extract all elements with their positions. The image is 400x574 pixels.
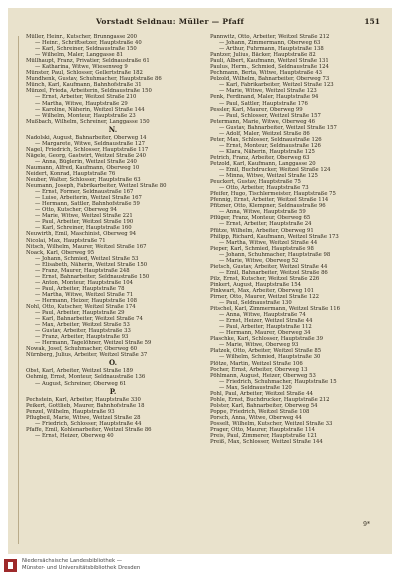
directory-entry: Nägele, Georg, Gastwirt, Weitzel Straße 240 (26, 152, 147, 159)
directory-entry: — Emil, Bahnarbeiter, Weitzel Straße 86 (219, 269, 328, 276)
directory-entry: — Klara, Näherin, Hauptstraße 125 (219, 148, 315, 155)
left-column (26, 34, 200, 539)
directory-entry: Mundhenk, Gustav, Schuhmacher, Hauptstraße 86 (26, 76, 162, 83)
directory-entry: — Ernst, Arbeiter, Weitzel Straße 210 (35, 94, 137, 101)
directory-entry: Pfitzner, Otto, Klempner, Seldnaustraße 96 (210, 203, 326, 210)
library-footer (0, 556, 400, 574)
directory-entry: — Ernst, Bahnarbeiter, Seldnaustraße 150 (35, 273, 150, 280)
directory-entry: — Karoline, Näherin, Weitzel Straße 144 (35, 106, 145, 113)
directory-entry: Petzold, Karl, Kaufmann, Langgasse 20 (210, 160, 316, 167)
directory-entry: — August, Schreiner, Oberweg 61 (35, 380, 127, 387)
directory-entry: Pauli, Albert, Kaufmann, Weitzel Straße 131 (210, 58, 329, 65)
directory-entry: Plaschke, Karl, Schlosser, Hauptstraße 39 (210, 336, 324, 343)
running-head: Vorstadt Seldnau: Müller — Pfaff (96, 17, 245, 26)
directory-entry: — Franz, Maurer, Hauptstraße 248 (35, 267, 130, 274)
directory-entry: — Paul, Arbeiter, Hauptstraße 78 (35, 285, 125, 292)
directory-entry: Penzel, Wilhelm, Hauptstraße 93 (26, 408, 115, 415)
directory-entry: Pfaffe, Emil, Kohlenarbeiter, Weitzel Straße 86 (26, 426, 152, 433)
directory-entry: Pflüger, Franz, Monteur, Oberweg 65 (210, 215, 311, 222)
directory-entry: Philipp, Richard, Kaufmann, Weitzel Straße 173 (210, 233, 339, 240)
directory-entry: Peter, Max, Schlosser, Seldnaustraße 126 (210, 136, 322, 143)
directory-entry: Müllhaupt, Franz, Privatier, Seldnaustraße 61 (26, 58, 150, 65)
directory-entry: Neidert, Konrad, Hauptstraße 76 (26, 170, 116, 177)
directory-entry: — Anna, Witwe, Hauptstraße 59 (219, 209, 306, 216)
directory-entry: Pessler, Karl, Maurer, Oberweg 99 (210, 106, 303, 113)
directory-entry: Pöhlmann, August, Heizer, Oberweg 53 (210, 372, 316, 379)
directory-entry: — Johann, Zimmermann, Oberweg 63 (219, 40, 321, 47)
directory-entry: Neumann, Joseph, Fabrikarbeiter, Weitzel Straße 80 (26, 183, 167, 190)
directory-entry: Poppe, Friedrich, Weitzel Straße 108 (210, 408, 310, 415)
directory-entry: Pohle, Ernst, Buchdrucker, Hauptstraße 212 (210, 396, 330, 403)
directory-entry: — Paul, Arbeiter, Hauptstraße 29 (35, 310, 125, 317)
directory-entry: — Franz, Arbeiter, Hauptstraße 93 (35, 334, 129, 341)
directory-entry: Peikert, Gottlieb, Maurer, Bahnhofstraße 18 (26, 402, 145, 409)
section-letter: P. (109, 386, 117, 396)
directory-entry: Pieper, Karl, Schmied, Hauptstraße 98 (210, 245, 314, 252)
directory-entry: — Otto, Kutscher, Oberweg 94 (35, 207, 117, 214)
directory-entry: Petrich, Franz, Arbeiter, Oberweg 63 (210, 154, 310, 161)
footer-line-2: Münster- und Universitätsbibliothek Dresden (22, 565, 141, 571)
directory-entry: — Marie, Witwe, Oberweg 52 (219, 257, 299, 264)
directory-entry: — Hermann, Tagelöhner, Weitzel Straße 59 (35, 340, 152, 347)
directory-entry: Pinkwart, Max, Arbeiter, Oberweg 101 (210, 287, 314, 294)
directory-entry: — Paul, Schlosser, Weitzel Straße 157 (219, 112, 321, 119)
directory-entry: — Johann, Schuhmacher, Hauptstraße 98 (219, 251, 331, 258)
directory-entry: Pechstein, Karl, Arbeiter, Hauptstraße 330 (26, 396, 141, 403)
directory-entry: Nadolski, August, Bahnarbeiter, Oberweg 14 (26, 134, 147, 141)
directory-entry: — Martha, Witwe, Weitzel Straße 71 (35, 291, 134, 298)
directory-columns (26, 34, 388, 539)
directory-entry: — Hermann, Heizer, Hauptstraße 108 (35, 297, 138, 304)
directory-entry: — Karl, Schreiner, Seldnaustraße 150 (35, 46, 137, 53)
directory-entry: — Paul, Arbeiter, Weitzel Straße 190 (35, 219, 134, 226)
directory-entry: Müller, Heinr., Kutscher, Brunngasse 200 (26, 34, 138, 40)
directory-entry: Pocher, Ernst, Arbeiter, Oberweg 13 (210, 366, 308, 373)
directory-entry: Pietsch, Gustav, Arbeiter, Weitzel Straße 44 (210, 263, 328, 270)
directory-entry: Pohl, Paul, Arbeiter, Weitzel Straße 44 (210, 390, 313, 397)
directory-entry: Münzel, Frieda, Arbeiterin, Seldnaustraße 150 (26, 88, 152, 95)
library-logo-icon (4, 559, 17, 572)
directory-entry: — Hermann, Maurer, Oberweg 34 (219, 330, 311, 337)
directory-entry: Platzek, Otto, Arbeiter, Weitzel Straße 85 (210, 348, 322, 355)
directory-entry: — Marie, Witwe, Oberweg 93 (219, 342, 299, 349)
directory-entry: — Max, Arbeiter, Weitzel Straße 53 (35, 322, 130, 329)
directory-entry: Peuckert, Gustav, Hauptstraße 75 (210, 179, 301, 186)
directory-entry: Pitschel, Karl, Zimmermann, Weitzel Straße 116 (210, 306, 341, 313)
footer-text (22, 558, 140, 572)
directory-entry: Pfeifer, Hugo, Tischlermeister, Hauptstraße 75 (210, 191, 336, 198)
directory-entry: Oehmig, Ernst, Monteur, Seldnaustraße 136 (26, 374, 146, 381)
directory-entry: — Ernst, Arbeiter, Hauptstraße 24 (219, 221, 312, 228)
directory-entry: — Gustav, Bahnarbeiter, Weitzel Straße 157 (219, 124, 337, 131)
directory-entry: Petermann, Marie, Witwe, Oberweg 46 (210, 118, 316, 125)
directory-entry: Pfütze, Wilhelm, Arbeiter, Oberweg 91 (210, 227, 314, 234)
signature-mark: 9* (363, 521, 370, 528)
directory-entry: Pfennig, Ernst, Arbeiter, Weitzel Straße 114 (210, 197, 329, 204)
directory-entry: Pilz, Ernst, Kutscher, Weitzel Straße 226 (210, 275, 320, 282)
directory-entry: — Martha, Witwe, Hauptstraße 29 (35, 100, 128, 107)
directory-entry: — Wilhelm, Schmied, Hauptstraße 30 (219, 354, 321, 361)
directory-entry: Nitsch, Wilhelm, Maurer, Weitzel Straße 167 (26, 243, 147, 250)
directory-entry: — Ernst, Monteur, Seldnaustraße 126 (219, 142, 321, 149)
directory-entry: Penk, Ferdinand, Maler, Hauptstraße 94 (210, 94, 319, 101)
directory-entry: Pechmann, Berta, Witwe, Hauptstraße 43 (210, 70, 322, 77)
directory-entry: — Otto, Arbeiter, Hauptstraße 73 (219, 185, 309, 192)
directory-entry: Nicolai, Max, Hauptstraße 71 (26, 237, 106, 244)
directory-entry: — Karl, Fabrikarbeiter, Weitzel Straße 123 (219, 82, 334, 89)
directory-entry: Preis, Paul, Zimmerer, Hauptstraße 121 (210, 433, 318, 440)
directory-entry: Prager, Otto, Maurer, Hauptstraße 114 (210, 427, 315, 434)
margin-rule (18, 36, 19, 544)
section-letter: O. (108, 358, 118, 368)
directory-entry: — Karl, Bahnarbeiter, Weitzel Straße 74 (35, 316, 143, 323)
directory-entry: — Gustav, Arbeiter, Hauptstraße 33 (35, 328, 131, 335)
directory-entry: — Emil, Buchdrucker, Weitzel Straße 124 (219, 167, 331, 174)
directory-entry: Posselt, Wilhelm, Kutscher, Weitzel Straße 33 (210, 421, 333, 427)
directory-entry: Nagel, Friedrich, Schlosser, Hauptstraße 117 (26, 146, 149, 153)
directory-entry: Neuwirth, Emil, Maschinist, Oberweg 94 (26, 231, 137, 238)
directory-entry: — Paul, Arbeiter, Hauptstraße 112 (219, 324, 312, 331)
directory-entry: — Ernst, Heizer, Oberweg 40 (35, 432, 114, 439)
directory-entry: — Luise, Arbeiterin, Weitzel Straße 167 (35, 195, 142, 202)
directory-entry: Mußbach, Wilhelm, Schreiner, Langgasse 150 (26, 118, 150, 125)
directory-entry: Naumann, Alfred, Kaufmann, Oberweg 10 (26, 164, 140, 171)
directory-entry: Paulus, Herm., Schmied, Seldnaustraße 124 (210, 64, 329, 71)
directory-entry: — Heinr., Schriftsetzer, Hauptstraße 40 (35, 40, 142, 47)
directory-entry: Pflugbeil, Marie, Witwe, Weitzel Straße 28 (26, 414, 141, 421)
page-number: 151 (364, 17, 380, 26)
directory-entry: — Wilhelm, Monteur, Hauptstraße 23 (35, 112, 136, 119)
directory-entry: — Friedrich, Schuhmacher, Hauptstraße 15 (219, 378, 337, 385)
directory-entry: Pantzer, Julius, Bäcker, Hauptstraße 82 (210, 52, 316, 59)
directory-page (8, 8, 392, 554)
directory-entry: — Marie, Witwe, Weitzel Straße 123 (219, 88, 317, 95)
directory-entry: — Paul, Sattler, Hauptstraße 176 (219, 100, 308, 107)
directory-entry: — Max, Seldnaustraße 120 (219, 384, 292, 391)
directory-entry: Nowak, Josef, Schuhmacher, Oberweg 60 (26, 346, 138, 353)
directory-entry: Polster, Karl, Bahnarbeiter, Oberweg 54 (210, 402, 318, 409)
directory-entry: — Anton, Monteur, Hauptstraße 104 (35, 279, 134, 286)
directory-entry: Nohl, Otto, Kutscher, Weitzel Straße 174 (26, 304, 136, 311)
section-letter: N. (108, 124, 118, 134)
right-column (210, 34, 384, 539)
directory-entry: — Anna, Büglerin, Weitzel Straße 240 (35, 158, 137, 165)
directory-entry: — Elisabeth, Näherin, Weitzel Straße 150 (35, 261, 148, 268)
directory-entry: — Margarete, Witwe, Seldnaustraße 127 (35, 140, 145, 147)
directory-entry: — Katharina, Witwe, Wiesenweg 9 (35, 64, 128, 71)
directory-entry: — Martha, Witwe, Weitzel Straße 44 (219, 239, 318, 246)
directory-entry: Obst, Karl, Arbeiter, Weitzel Straße 189 (26, 368, 134, 375)
directory-entry: — Arthur, Fuhrmann, Hauptstraße 138 (219, 46, 324, 53)
directory-entry: — Hermann, Sattler, Bahnhofstraße 59 (35, 201, 140, 208)
directory-entry: Preiß, Max, Schlosser, Weitzel Straße 144 (210, 439, 323, 446)
directory-entry: Münch, Karl, Kaufmann, Bahnhofstraße 31 (26, 82, 142, 89)
directory-entry: — Paul, Seldnaustraße 130 (219, 300, 292, 307)
directory-entry: — Ernst, Heizer, Weitzel Straße 44 (219, 318, 313, 325)
directory-entry: Porsch, Anna, Witwe, Oberweg 44 (210, 414, 302, 421)
directory-entry: — Anna, Witwe, Hauptstraße 74 (219, 312, 306, 319)
directory-entry: Pelzold, Wilhelm, Bahnarbeiter, Oberweg 73 (210, 76, 330, 83)
directory-entry: Pirner, Otto, Maurer, Weitzel Straße 122 (210, 294, 319, 301)
directory-entry: Pannwitz, Otto, Arbeiter, Weitzel Straße 212 (210, 34, 330, 40)
directory-entry: Noack, Karl, Oberweg 95 (26, 249, 95, 256)
page-header (26, 17, 386, 31)
directory-entry: Münster, Paul, Schlosser, Gellertstraße 182 (26, 70, 143, 77)
directory-entry: — Adolf, Maler, Weitzel Straße 86 (219, 130, 310, 137)
directory-entry: Nürnberg, Julius, Arbeiter, Weitzel Straße 37 (26, 352, 148, 359)
directory-entry: — Wilhelm, Maler, Langgasse 81 (35, 52, 124, 59)
footer-line-1: Niedersächsische Landesbibliothek — (22, 558, 123, 564)
directory-entry: — Johann, Schmied, Weitzel Straße 53 (35, 255, 139, 262)
directory-entry: Pinkert, August, Hauptstraße 154 (210, 281, 302, 288)
directory-entry: — Marie, Witwe, Weitzel Straße 221 (35, 213, 133, 220)
directory-entry: — Ernst, Former, Seldnaustraße 167 (35, 189, 134, 196)
directory-entry: — Minna, Witwe, Weitzel Straße 125 (219, 173, 318, 180)
directory-entry: — Friedrich, Schlosser, Hauptstraße 44 (35, 420, 142, 427)
directory-entry: Neuber, Walter, Schlosser, Hauptstraße 63 (26, 177, 141, 184)
directory-entry: — Karl, Schreiner, Hauptstraße 160 (35, 225, 132, 232)
directory-entry: Plötze, Martin, Weitzel Straße 106 (210, 360, 303, 367)
